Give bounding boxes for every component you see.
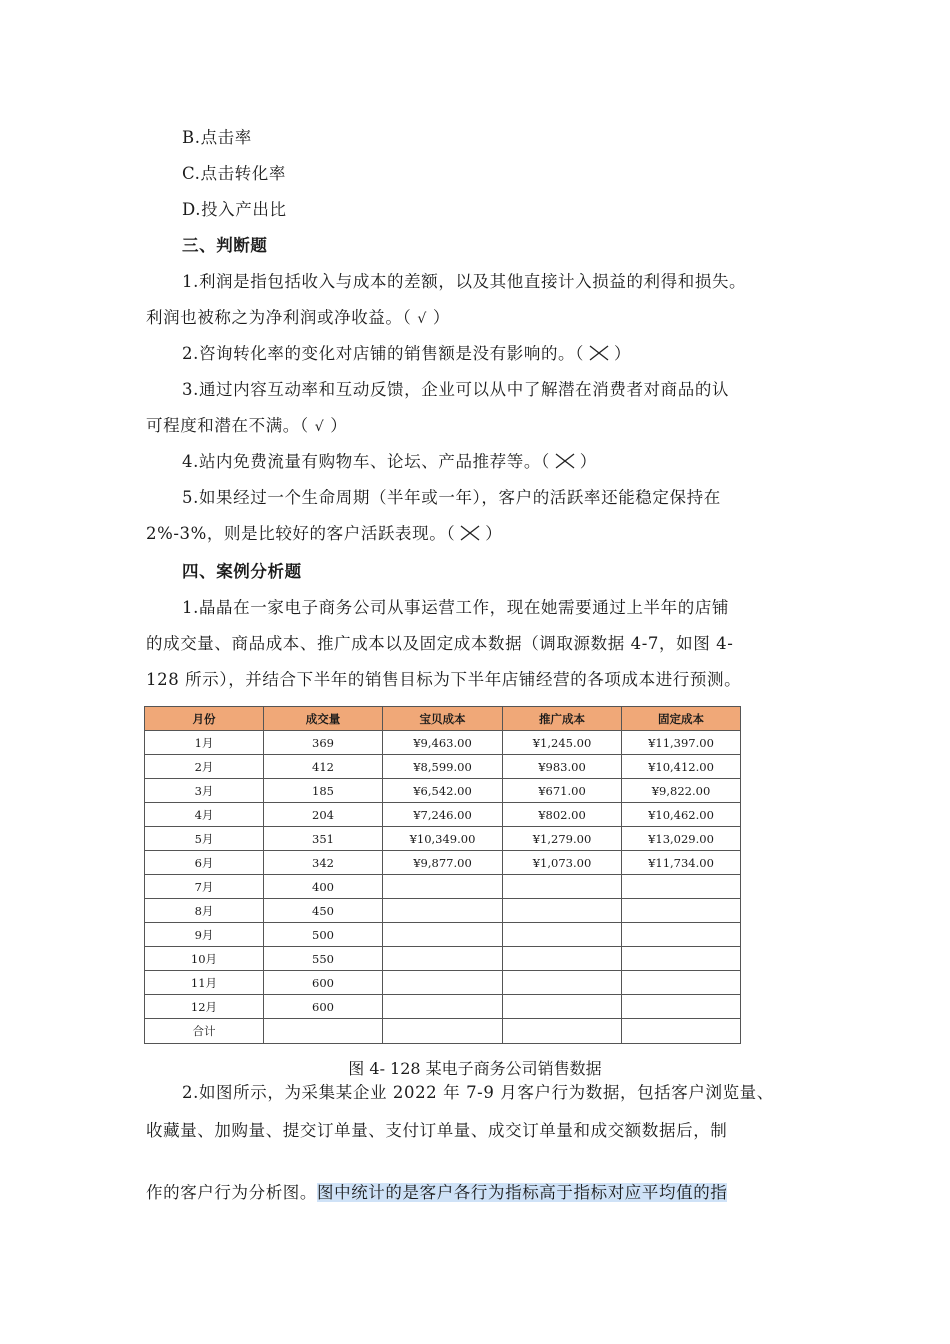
table-cell: ¥10,412.00 (622, 755, 741, 779)
table-row (145, 995, 741, 1019)
table-cell (264, 1019, 383, 1044)
case2-line2: 收藏量、加购量、提交订单量、支付订单量、成交订单量和成交额数据后，制 (146, 1121, 728, 1140)
table-cell (383, 923, 503, 947)
table-cell: 10月 (145, 947, 264, 971)
table-cell: 7月 (145, 875, 264, 899)
table-cell: 185 (264, 779, 383, 803)
judgment-3-line2 (146, 415, 347, 438)
section-title-case-analysis: 四、案例分析题 (182, 562, 302, 581)
table-cell (503, 947, 622, 971)
table-cell: ¥671.00 (503, 779, 622, 803)
table-row (145, 923, 741, 947)
table-row (145, 1019, 741, 1044)
option-b: B.点击率 (182, 128, 252, 147)
judgment-3-line1: 3.通过内容互动率和互动反馈，企业可以从中了解潜在消费者对商品的认 (182, 380, 730, 399)
judgment-1-line2 (146, 307, 450, 330)
table-cell: ¥983.00 (503, 755, 622, 779)
table-cell: ¥9,463.00 (383, 731, 503, 755)
judgment-2-line1 (182, 343, 631, 365)
cross-mark-icon (459, 524, 481, 542)
table-row (145, 827, 741, 851)
table-cell: ¥1,279.00 (503, 827, 622, 851)
judgment-3-text: 可程度和潜在不满。（ (146, 416, 309, 435)
table-row (145, 947, 741, 971)
table-row (145, 875, 741, 899)
table-cell (383, 947, 503, 971)
table-row (145, 755, 741, 779)
table-cell (383, 899, 503, 923)
table-cell (622, 875, 741, 899)
header-fixed-cost: 固定成本 (622, 707, 741, 731)
judgment-5-line1: 5.如果经过一个生命周期（半年或一年），客户的活跃率还能稳定保持在 (182, 488, 721, 507)
table-cell (383, 1019, 503, 1044)
section-title-judgment: 三、判断题 (182, 236, 268, 255)
table-cell: 400 (264, 875, 383, 899)
table-row (145, 731, 741, 755)
table-cell: ¥9,822.00 (622, 779, 741, 803)
close-paren: ） (579, 452, 597, 471)
case1-line2: 的成交量、商品成本、推广成本以及固定成本数据（调取源数据 4-7，如图 4- (146, 634, 734, 653)
table-cell (622, 995, 741, 1019)
table-cell: 6月 (145, 851, 264, 875)
option-c: C.点击转化率 (182, 164, 286, 183)
table-cell: ¥7,246.00 (383, 803, 503, 827)
case2-line3-text: 作的客户行为分析图。 (146, 1183, 317, 1202)
judgment-5-text: 2%-3%，则是比较好的客户活跃表现。（ (146, 524, 456, 543)
table-row (145, 851, 741, 875)
judgment-1-text: 利润也被称之为净利润或净收益。（ (146, 308, 412, 327)
table-cell: 11月 (145, 971, 264, 995)
sales-data-table (144, 706, 741, 1044)
table-cell (383, 995, 503, 1019)
table-cell: ¥9,877.00 (383, 851, 503, 875)
close-paren: ） (330, 416, 348, 435)
table-cell: ¥8,599.00 (383, 755, 503, 779)
table-cell: 600 (264, 971, 383, 995)
case2-line1: 2.如图所示，为采集某企业 2022 年 7-9 月客户行为数据，包括客户浏览量、 (182, 1083, 774, 1102)
case1-line3: 128 所示），并结合下半年的销售目标为下半年店铺经营的各项成本进行预测。 (146, 670, 742, 689)
table-cell: 369 (264, 731, 383, 755)
table-cell: 3月 (145, 779, 264, 803)
table-cell: ¥1,245.00 (503, 731, 622, 755)
table-cell: 8月 (145, 899, 264, 923)
option-d: D.投入产出比 (182, 200, 287, 219)
table-cell: 1月 (145, 731, 264, 755)
cross-mark-icon (554, 452, 576, 470)
table-cell: 351 (264, 827, 383, 851)
table-row (145, 803, 741, 827)
table-cell: ¥802.00 (503, 803, 622, 827)
table-cell (383, 971, 503, 995)
table-cell: 600 (264, 995, 383, 1019)
table-cell: ¥13,029.00 (622, 827, 741, 851)
header-volume: 成交量 (264, 707, 383, 731)
judgment-2-text: 2.咨询转化率的变化对店铺的销售额是没有影响的。（ (182, 344, 584, 363)
header-month: 月份 (145, 707, 264, 731)
case2-line3 (146, 1182, 727, 1204)
check-mark-icon: √ (314, 419, 325, 435)
table-cell: 550 (264, 947, 383, 971)
table-cell: 5月 (145, 827, 264, 851)
close-paren: ） (432, 308, 450, 327)
table-cell: ¥6,542.00 (383, 779, 503, 803)
table-cell: ¥11,734.00 (622, 851, 741, 875)
table-row (145, 779, 741, 803)
table-cell (622, 1019, 741, 1044)
table-cell (383, 875, 503, 899)
table-cell: 4月 (145, 803, 264, 827)
table-cell: 204 (264, 803, 383, 827)
table-cell (622, 899, 741, 923)
table-cell (503, 923, 622, 947)
table-cell: 12月 (145, 995, 264, 1019)
close-paren: ） (485, 524, 503, 543)
judgment-1-line1: 1.利润是指包括收入与成本的差额，以及其他直接计入损益的利得和损失。 (182, 272, 747, 291)
table-cell (622, 971, 741, 995)
table-header-row (145, 707, 741, 731)
highlighted-text: 图中统计的是客户各行为指标高于指标对应平均值的指 (317, 1183, 728, 1202)
case1-line1: 1.晶晶在一家电子商务公司从事运营工作，现在她需要通过上半年的店铺 (182, 598, 730, 617)
table-cell: 2月 (145, 755, 264, 779)
table-cell: 合计 (145, 1019, 264, 1044)
cross-mark-icon (588, 344, 610, 362)
table-cell: 500 (264, 923, 383, 947)
judgment-5-line2 (146, 523, 502, 545)
table-cell: ¥10,462.00 (622, 803, 741, 827)
check-mark-icon: √ (417, 311, 427, 327)
judgment-4-text: 4.站内免费流量有购物车、论坛、产品推荐等。（ (182, 452, 550, 471)
close-paren: ） (614, 344, 632, 363)
table-cell: 412 (264, 755, 383, 779)
table-cell (503, 995, 622, 1019)
table-cell: ¥1,073.00 (503, 851, 622, 875)
table-cell: ¥10,349.00 (383, 827, 503, 851)
header-product-cost: 宝贝成本 (383, 707, 503, 731)
judgment-4-line1 (182, 451, 597, 473)
table-cell (622, 923, 741, 947)
table-cell (503, 875, 622, 899)
table-cell (503, 899, 622, 923)
table-cell (622, 947, 741, 971)
table-row (145, 899, 741, 923)
table-cell: 342 (264, 851, 383, 875)
table-cell (503, 1019, 622, 1044)
table-cell: 9月 (145, 923, 264, 947)
table-cell: 450 (264, 899, 383, 923)
table-cell (503, 971, 622, 995)
figure-caption: 图 4- 128 某电子商务公司销售数据 (348, 1059, 602, 1078)
header-promo-cost: 推广成本 (503, 707, 622, 731)
table-row (145, 971, 741, 995)
table-cell: ¥11,397.00 (622, 731, 741, 755)
